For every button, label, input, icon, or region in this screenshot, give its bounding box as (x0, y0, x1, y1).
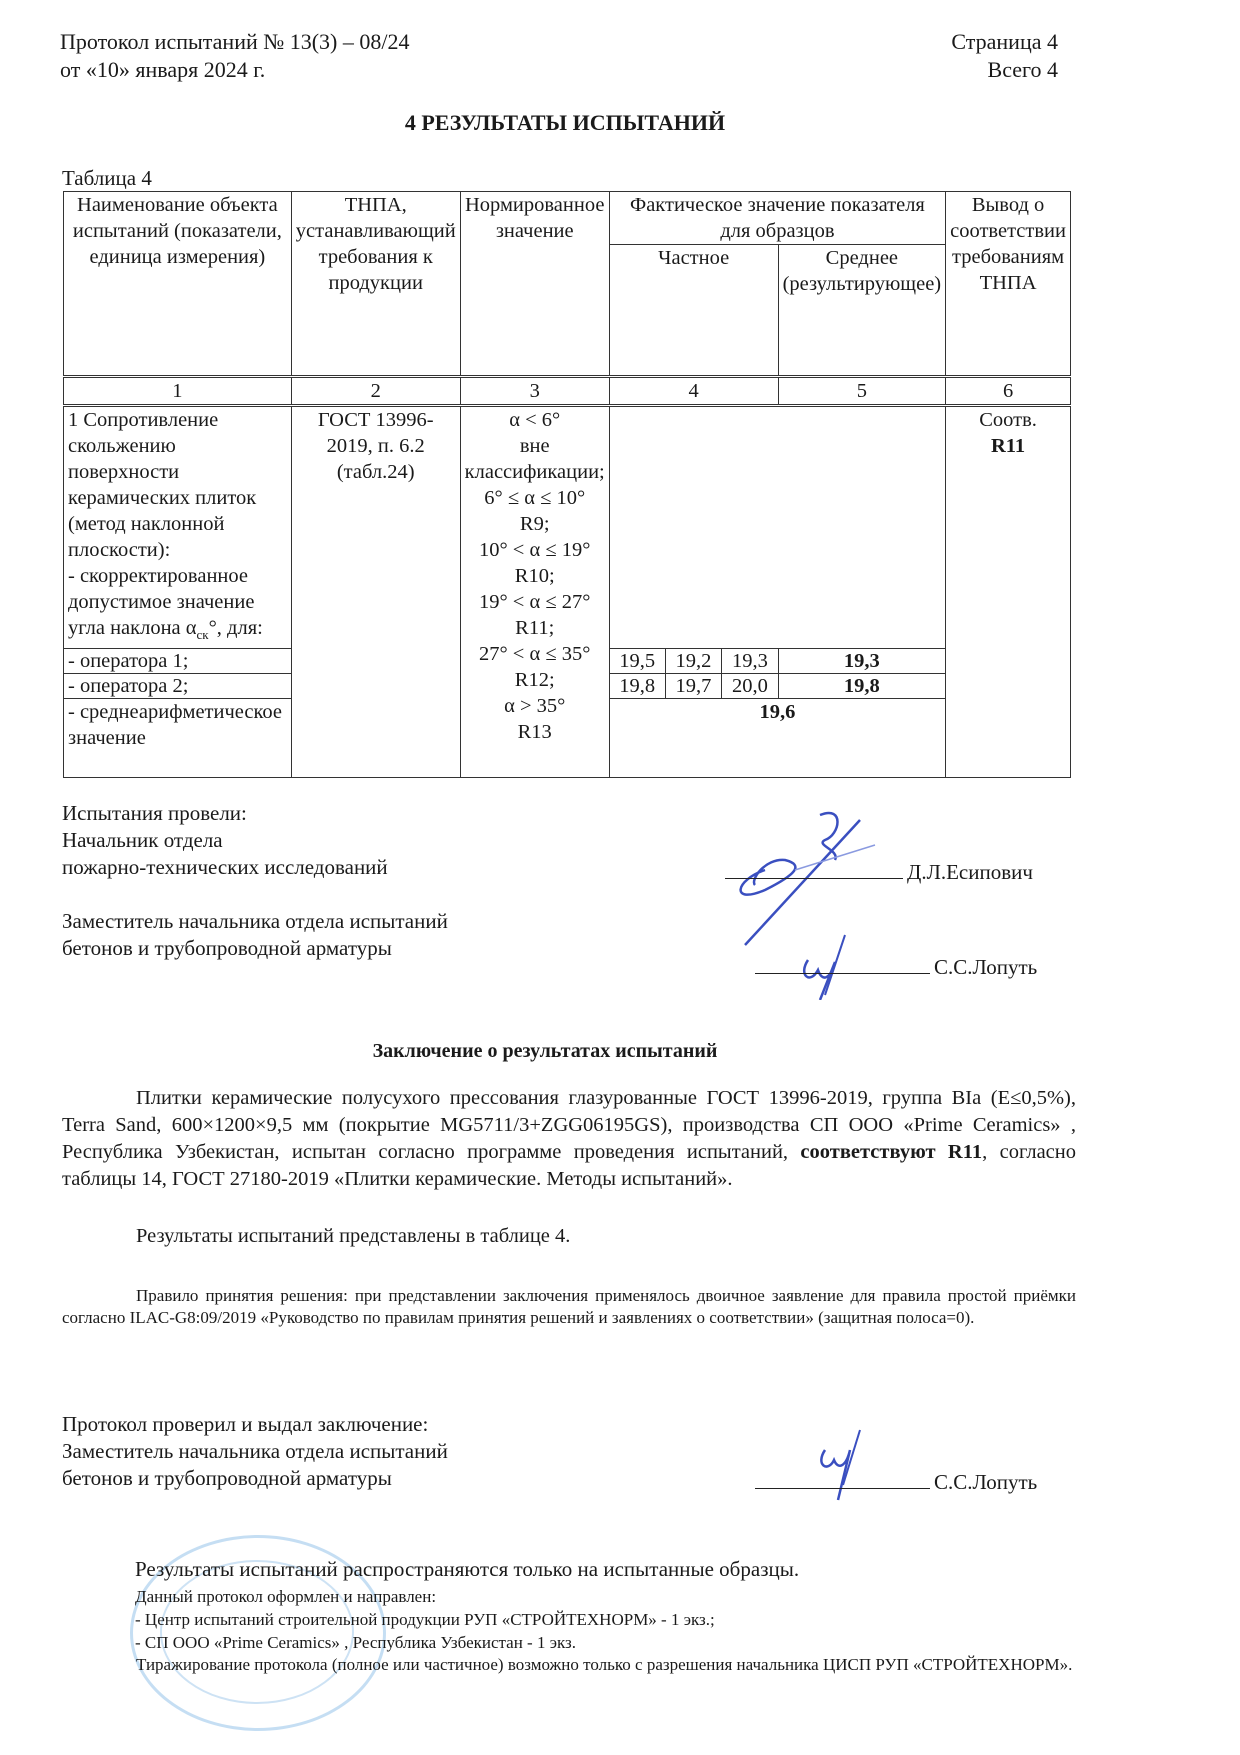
conclusion-paragraph: Плитки керамические полусухого прессования глазурованные ГОСТ 13996-2019, группа BIa (E≤0,5%), Terra Sand, 600×1200×9,5 мм (покрытие MG5711/3+ZGG06195GS), производства СП ООО «Prime Ceramics» , Республика Узбекистан, испытан согласно программе проведения испытаний, соответствуют R11, согласно таблицы 14, ГОСТ 27180-2019 «Плитки керамические. Методы испытаний». (62, 1087, 1076, 1190)
row-conclusion (946, 406, 1071, 778)
signature-line-2 (755, 955, 1037, 980)
header-object: Наименование объекта испытаний (показатели, единица измерения) (64, 192, 292, 377)
person1-name: Д.Л.Есипович (907, 860, 1033, 884)
conclusion-text: Соотв. (979, 409, 1037, 431)
review-block (62, 1411, 448, 1492)
review-name: С.С.Лопуть (934, 1470, 1038, 1494)
decision-rule: Правило принятия решения: при представлении заключения применялось двоичное заявление для правила простой приёмки согласно ILAC-G8:09/2019 «Руководство по правилам принятия решений и заявлениях о соответствии» (защитная полоса=0). (62, 1286, 1076, 1327)
row-norm: α < 6° вне классификации; 6° ≤ α ≤ 10° R9; 10° < α ≤ 19° R10; 19° < α ≤ 27° R11; 27° < α ≤ 35° R12; α > 35° R13 (460, 406, 609, 778)
table-caption: Таблица 4 (62, 166, 152, 190)
distribution-recipient: - Центр испытаний строительной продукции РУП «СТРОЙТЕХНОРМ» - 1 экз.; (135, 1610, 715, 1629)
tests-performed-title: Испытания провели: (62, 801, 247, 825)
operator-value: 19,8 (609, 674, 665, 699)
row-object-name: 1 Сопротивление скольжению поверхности керамических плиток (метод наклонной плоскости): - скорректированное допустимое значение угла наклона $\alpha_{ск}^\circ$, для: (64, 406, 292, 649)
header-conclusion: Вывод о соответствии требованиям ТНПА (946, 192, 1071, 377)
tests-performed-block (62, 800, 448, 962)
distribution-title: Данный протокол оформлен и направлен: (135, 1587, 437, 1606)
person2-role: Заместитель начальника отдела испытаний (62, 909, 448, 933)
average-value: 19,6 (609, 699, 945, 778)
operator-value: 19,7 (665, 674, 721, 699)
col-num-3: 3 (460, 377, 609, 406)
header-partial: Частное (609, 245, 778, 377)
review-title: Протокол проверил и выдал заключение: (62, 1412, 429, 1436)
operator-mean: 19,8 (778, 674, 946, 699)
header-norm: Нормированное значение (460, 192, 609, 377)
conclusion-verdict: соответствуют R11 (800, 1141, 983, 1163)
signature-line-3 (755, 1470, 1037, 1495)
col-num-5: 5 (778, 377, 946, 406)
header-mean: Среднее (результирующее) (778, 245, 946, 377)
conclusion-title: Заключение о результатах испытаний (372, 1040, 718, 1062)
col-num-4: 4 (609, 377, 778, 406)
operator-label: - оператора 2; (64, 674, 292, 699)
distribution-list (135, 1585, 715, 1654)
operator-label: - оператора 1; (64, 649, 292, 674)
review-role-dept: бетонов и трубопроводной арматуры (62, 1466, 392, 1490)
person1-role-dept: пожарно-технических исследований (62, 855, 388, 879)
header-tnpa: ТНПА, устанавливающий требования к продукции (291, 192, 460, 377)
col-num-1: 1 (64, 377, 292, 406)
conclusion-class: R11 (990, 435, 1026, 457)
results-table (63, 191, 1071, 778)
section-title: 4 РЕЗУЛЬТАТЫ ИСПЫТАНИЙ (404, 110, 726, 135)
row-values-empty (609, 406, 945, 649)
protocol-header-left (60, 28, 410, 84)
conclusion-table-ref: Результаты испытаний представлены в таблице 4. (136, 1225, 571, 1247)
protocol-header-right (951, 28, 1058, 84)
column-numbers-row (64, 377, 1071, 406)
col-num-6: 6 (946, 377, 1071, 406)
average-label: - среднеарифметическое значение (64, 699, 292, 778)
person1-role: Начальник отдела (62, 828, 223, 852)
operator-value: 19,2 (665, 649, 721, 674)
operator-mean: 19,3 (778, 649, 946, 674)
operator-value: 20,0 (722, 674, 778, 699)
row-tnpa: ГОСТ 13996-2019, п. 6.2 (табл.24) (291, 406, 460, 778)
person2-name: С.С.Лопуть (934, 955, 1038, 979)
results-scope: Результаты испытаний распространяются только на испытанные образцы. (135, 1557, 800, 1581)
page-number: Страница 4 (951, 29, 1058, 54)
col-num-2: 2 (291, 377, 460, 406)
protocol-number: Протокол испытаний № 13(3) – 08/24 (60, 29, 410, 54)
signature-line-1 (725, 860, 1033, 885)
page-total: Всего 4 (987, 57, 1058, 82)
table-row-main (64, 406, 1071, 649)
review-role: Заместитель начальника отдела испытаний (62, 1439, 448, 1463)
header-actual-value: Фактическое значение показателя для образцов (609, 192, 945, 245)
protocol-date: от «10» января 2024 г. (60, 57, 266, 82)
operator-value: 19,5 (609, 649, 665, 674)
person2-role-dept: бетонов и трубопроводной арматуры (62, 936, 392, 960)
distribution-recipient: - СП ООО «Prime Ceramics» , Республика Узбекистан - 1 экз. (135, 1633, 577, 1652)
copy-notice: Тиражирование протокола (полное или частичное) возможно только с разрешения начальника ЦИСП РУП «СТРОЙТЕХНОРМ». (136, 1655, 1073, 1674)
table-header-row (64, 192, 1071, 245)
operator-value: 19,3 (722, 649, 778, 674)
